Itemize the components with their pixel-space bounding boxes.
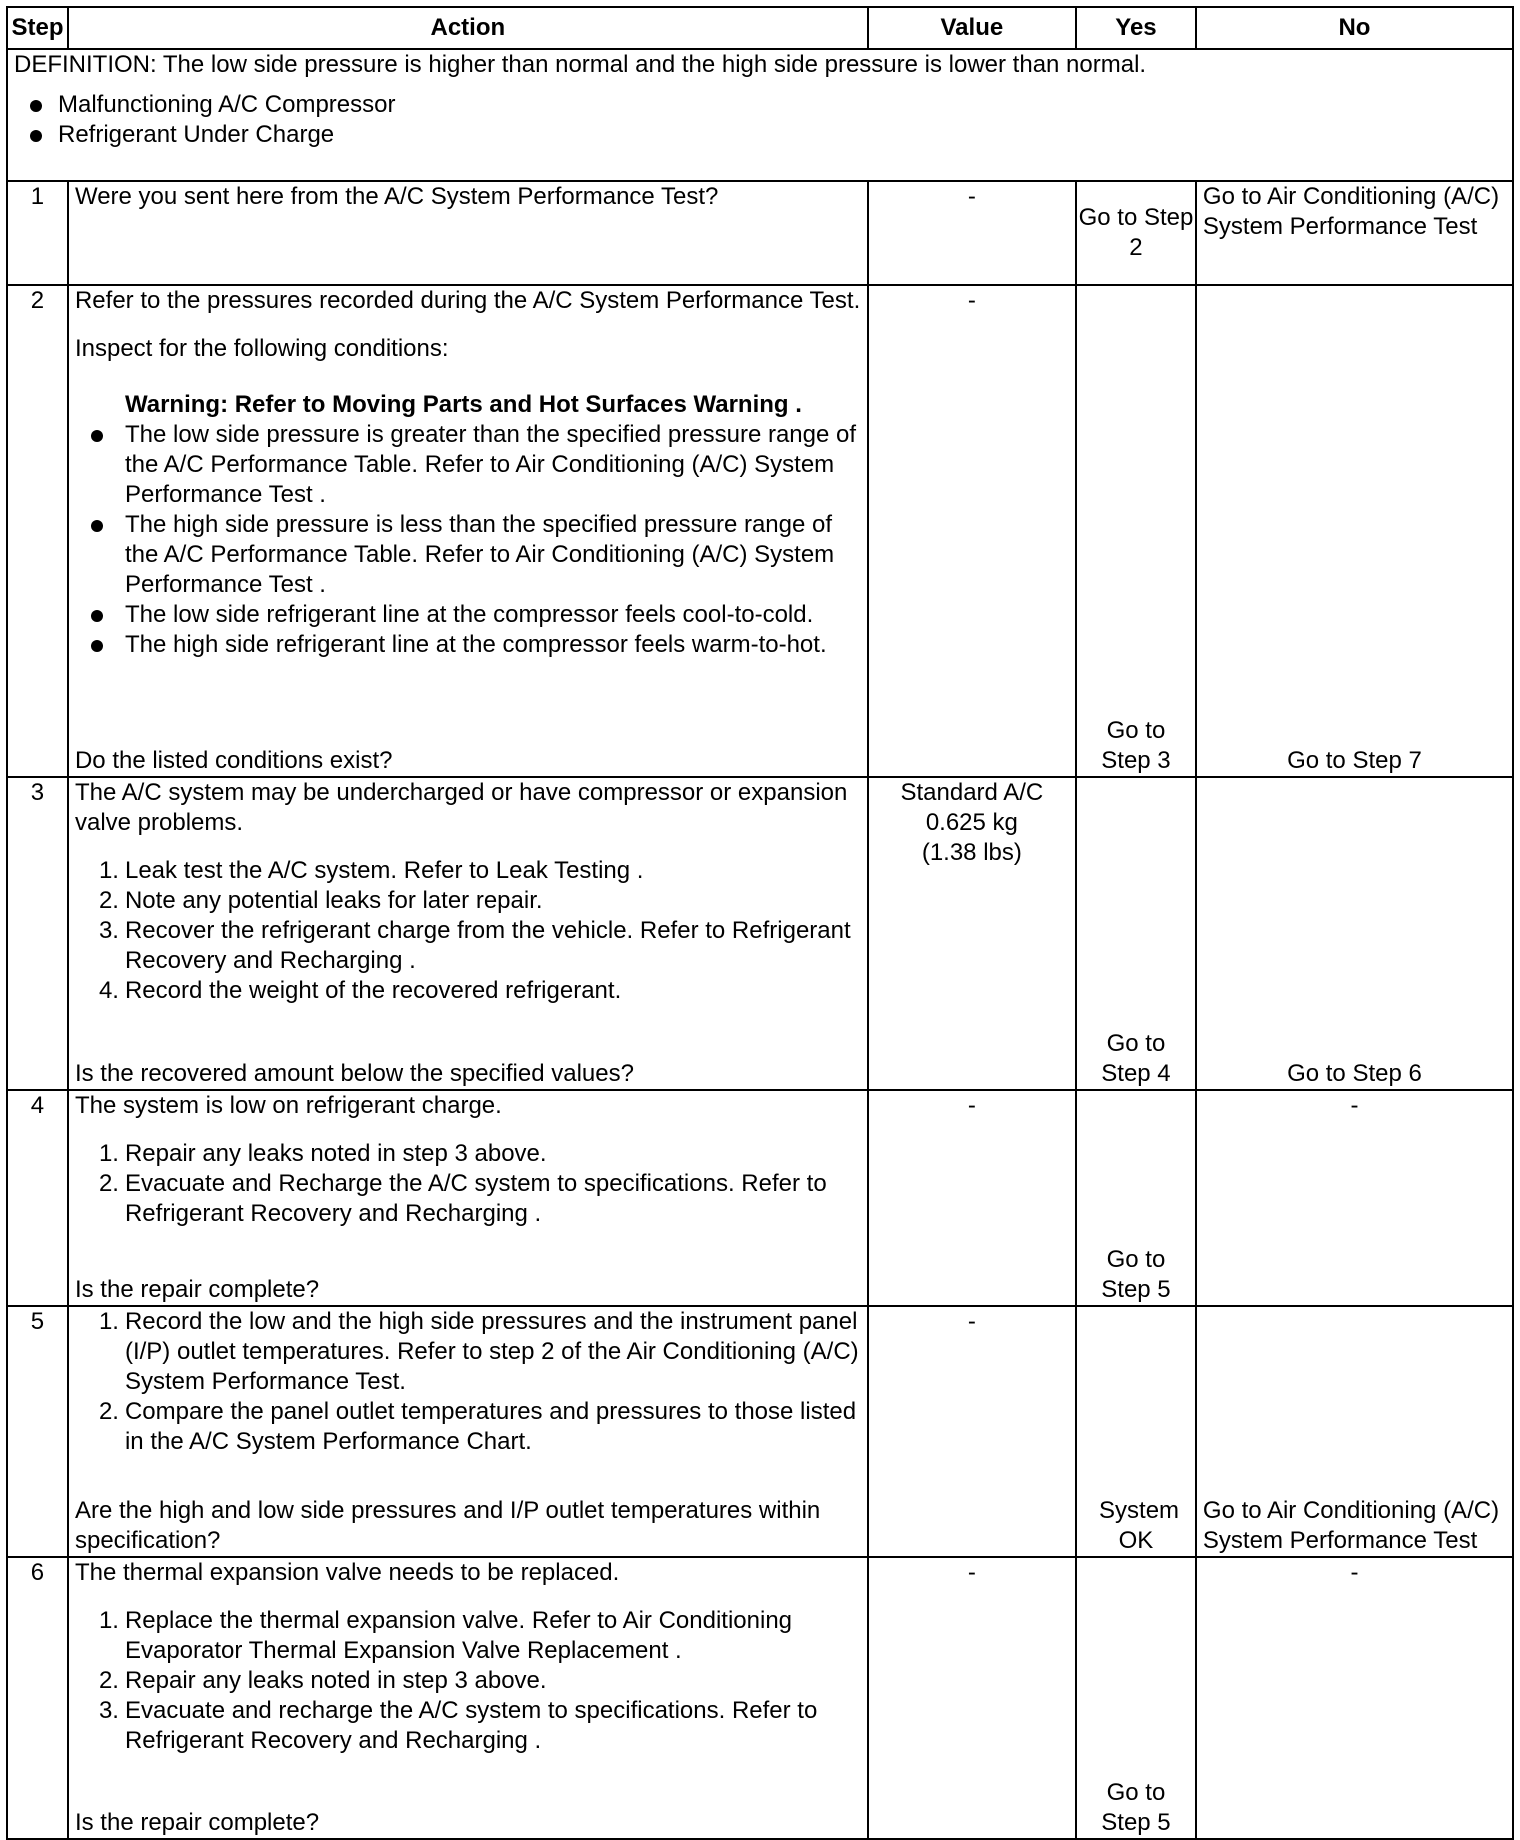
step-action xyxy=(68,181,868,285)
condition-item: The high side refrigerant line at the compressor feels warm-to-hot. xyxy=(75,630,861,660)
step-yes xyxy=(1076,285,1196,777)
step-question: Were you sent here from the A/C System Performance Test? xyxy=(74,183,719,210)
step-value: - xyxy=(868,1306,1076,1557)
warning-text: Warning: Refer to Moving Parts and Hot Surfaces Warning . xyxy=(124,391,802,418)
step-number: 5 xyxy=(7,1306,68,1557)
value-line: 0.625 kg xyxy=(925,809,1018,836)
action-list xyxy=(75,1139,861,1229)
step-action xyxy=(68,1090,868,1306)
step-action xyxy=(68,285,868,777)
definition-cell xyxy=(7,49,1513,181)
step-number: 3 xyxy=(7,777,68,1090)
action-item: 2. Note any potential leaks for later repair. xyxy=(98,887,543,914)
step-question: Is the repair complete? xyxy=(74,1276,320,1303)
step-no: - xyxy=(1196,1557,1513,1839)
action-item: 4. Record the weight of the recovered refrigerant. xyxy=(98,977,622,1004)
yes-result: Go to Step 5 xyxy=(1101,1779,1171,1836)
step-intro: The system is low on refrigerant charge. xyxy=(74,1092,502,1119)
header-value: Value xyxy=(868,7,1076,49)
definition-row xyxy=(7,49,1513,181)
step-yes xyxy=(1076,777,1196,1090)
step-row-6 xyxy=(7,1557,1513,1839)
step-number: 2 xyxy=(7,285,68,777)
yes-result: Go to Step 3 xyxy=(1101,717,1171,774)
step-value xyxy=(868,777,1076,1090)
step-number: 4 xyxy=(7,1090,68,1306)
cause-item: Refrigerant Under Charge xyxy=(14,120,1506,150)
step-no xyxy=(1196,181,1513,285)
step-row-1 xyxy=(7,181,1513,285)
action-item: 3. Recover the refrigerant charge from the vehicle. Refer to Refrigerant Recovery and Recharging . xyxy=(98,917,851,974)
step-value: - xyxy=(868,1557,1076,1839)
step-question: Is the repair complete? xyxy=(74,1809,320,1836)
step-question: Are the high and low side pressures and I/P outlet temperatures within specification? xyxy=(74,1497,821,1554)
cause-list xyxy=(14,90,1506,150)
step-no xyxy=(1196,1306,1513,1557)
step-intro: The thermal expansion valve needs to be replaced. xyxy=(74,1559,620,1586)
step-no xyxy=(1196,777,1513,1090)
action-item: 2. Repair any leaks noted in step 3 above. xyxy=(98,1667,547,1694)
no-result: Go to Air Conditioning (A/C) System Performance Test xyxy=(1202,1497,1500,1554)
step-intro-2: Inspect for the following conditions: xyxy=(74,335,449,362)
step-row-4 xyxy=(7,1090,1513,1306)
step-action xyxy=(68,777,868,1090)
action-item: 2. Compare the panel outlet temperatures and pressures to those listed in the A/C System Performance Chart. xyxy=(98,1398,857,1455)
condition-list xyxy=(75,420,861,660)
step-action xyxy=(68,1306,868,1557)
action-item: 1. Record the low and the high side pressures and the instrument panel (I/P) outlet temperatures. Refer to step 2 of the Air Conditioning (A/C) System Performance Test. xyxy=(98,1308,859,1395)
yes-result: Go to Step 2 xyxy=(1078,204,1194,261)
header-action: Action xyxy=(68,7,868,49)
action-list xyxy=(75,1606,861,1756)
value-line: (1.38 lbs) xyxy=(921,839,1022,866)
step-no xyxy=(1196,285,1513,777)
step-value: - xyxy=(868,1090,1076,1306)
step-row-5 xyxy=(7,1306,1513,1557)
step-no: - xyxy=(1196,1090,1513,1306)
step-yes xyxy=(1076,1306,1196,1557)
no-result: Go to Step 7 xyxy=(1287,747,1422,774)
step-number: 6 xyxy=(7,1557,68,1839)
action-item: 1. Replace the thermal expansion valve. Refer to Air Conditioning Evaporator Thermal Expansion Valve Replacement . xyxy=(98,1607,793,1664)
header-yes: Yes xyxy=(1076,7,1196,49)
no-result: Go to Step 6 xyxy=(1287,1060,1422,1087)
step-question: Is the recovered amount below the specified values? xyxy=(74,1060,634,1087)
header-row xyxy=(7,7,1513,49)
step-question: Do the listed conditions exist? xyxy=(74,747,393,774)
value-line: Standard A/C xyxy=(900,779,1044,806)
step-value: - xyxy=(868,181,1076,285)
step-number: 1 xyxy=(7,181,68,285)
yes-result: Go to Step 5 xyxy=(1101,1246,1171,1303)
cause-item: Malfunctioning A/C Compressor xyxy=(14,90,1506,120)
step-yes xyxy=(1076,1090,1196,1306)
action-item: 1. Repair any leaks noted in step 3 above. xyxy=(98,1140,547,1167)
diagnostic-table xyxy=(6,6,1514,1840)
step-yes xyxy=(1076,1557,1196,1839)
yes-result: System OK xyxy=(1099,1497,1180,1554)
yes-result: Go to Step 4 xyxy=(1101,1030,1171,1087)
action-list xyxy=(75,856,861,1006)
step-intro: The A/C system may be undercharged or have compressor or expansion valve problems. xyxy=(74,779,848,836)
step-value: - xyxy=(868,285,1076,777)
definition-text: DEFINITION: The low side pressure is higher than normal and the high side pressure is lower than normal. xyxy=(14,51,1147,78)
condition-item: The low side pressure is greater than the specified pressure range of the A/C Performance Table. Refer to Air Conditioning (A/C) System Performance Test . xyxy=(75,420,861,510)
header-step: Step xyxy=(7,7,68,49)
action-item: 3. Evacuate and recharge the A/C system to specifications. Refer to Refrigerant Recovery and Recharging . xyxy=(98,1697,818,1754)
step-intro: Refer to the pressures recorded during the A/C System Performance Test. xyxy=(74,287,861,314)
step-yes xyxy=(1076,181,1196,285)
no-result: Go to Air Conditioning (A/C) System Performance Test xyxy=(1202,183,1500,240)
step-action xyxy=(68,1557,868,1839)
header-no: No xyxy=(1196,7,1513,49)
condition-item: The high side pressure is less than the specified pressure range of the A/C Performance Table. Refer to Air Conditioning (A/C) System Performance Test . xyxy=(75,510,861,600)
condition-item: The low side refrigerant line at the compressor feels cool-to-cold. xyxy=(75,600,861,630)
action-item: 2. Evacuate and Recharge the A/C system to specifications. Refer to Refrigerant Recovery and Recharging . xyxy=(98,1170,827,1227)
action-item: 1. Leak test the A/C system. Refer to Leak Testing . xyxy=(98,857,644,884)
step-row-2 xyxy=(7,285,1513,777)
action-list xyxy=(75,1307,861,1457)
step-row-3 xyxy=(7,777,1513,1090)
